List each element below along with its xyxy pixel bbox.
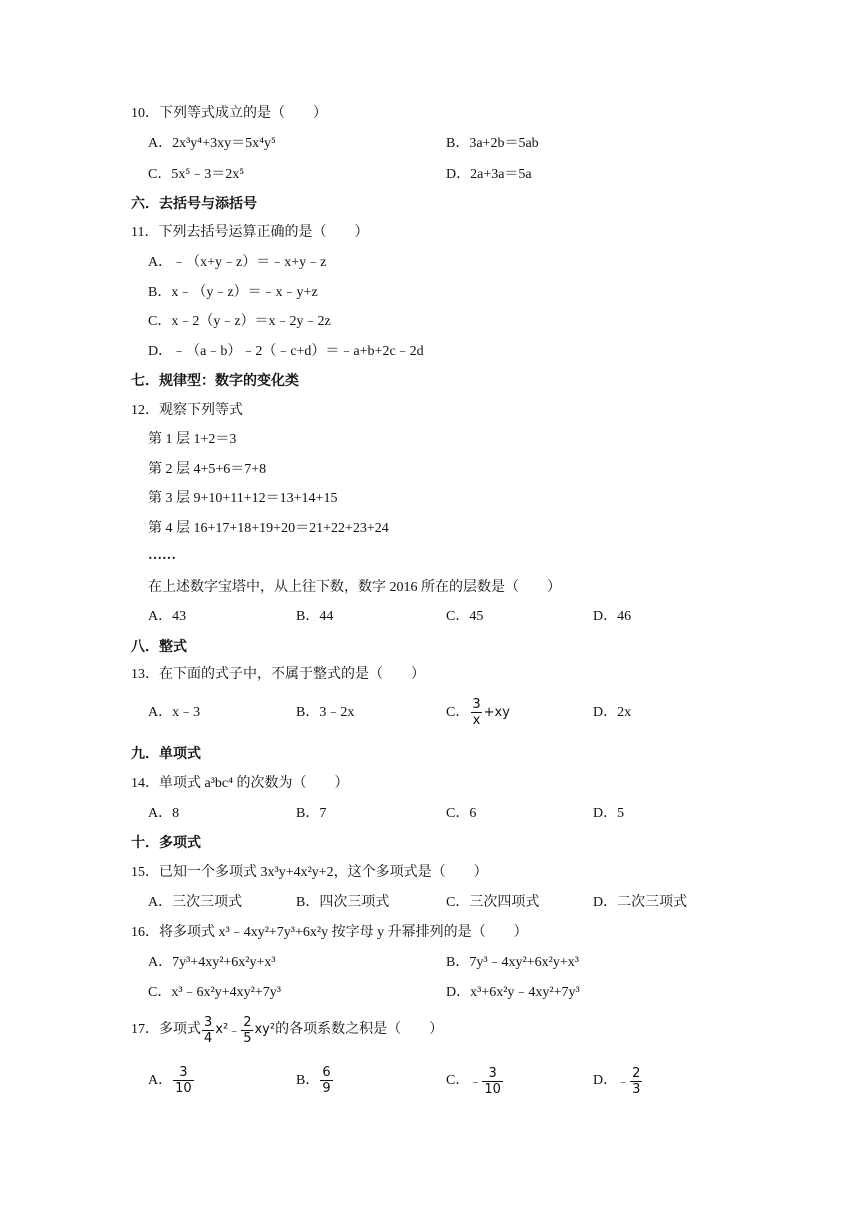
q17-stem <box>131 1013 443 1047</box>
q12-layer-1: 第 1 层 1+2＝3 <box>148 432 237 447</box>
q13-option-c <box>446 697 510 729</box>
q12-ellipsis: …… <box>148 548 176 563</box>
q17-fraction-2-denominator: 5 <box>243 1030 252 1046</box>
q16-option-d: D．x³+6x²y﹣4xy²+7y³ <box>446 985 580 1000</box>
q13-option-c-rest: +xy <box>483 705 510 720</box>
q12-question: 在上述数字宝塔中，从上往下数，数字 2016 所在的层数是（ ） <box>148 580 561 595</box>
q12-option-d: D．46 <box>593 609 632 624</box>
q13-option-a: A．x﹣3 <box>148 705 201 720</box>
q10-option-c: C．5x⁵﹣3＝2x⁵ <box>148 167 245 182</box>
q13-option-c-denominator: x <box>472 713 481 729</box>
q17-prefix: 17．多项式 <box>131 1022 201 1038</box>
q17-option-b-label: B． <box>296 1073 320 1088</box>
q12-layer-3: 第 3 层 9+10+11+12＝13+14+15 <box>148 491 338 506</box>
q17-fraction-2-numerator: 2 <box>243 1014 252 1030</box>
q17-fraction-2 <box>241 1015 253 1046</box>
q17-option-c-sign: ﹣ <box>469 1074 482 1088</box>
q14-option-b: B．7 <box>296 806 327 821</box>
q17-option-b <box>296 1064 334 1098</box>
q17-option-d-denominator: 3 <box>632 1081 641 1097</box>
q14-stem: 14．单项式 a³bc⁴ 的次数为（ ） <box>131 776 349 791</box>
q17-option-d-sign: ﹣ <box>617 1074 630 1088</box>
q17-suffix: 的各项系数之积是（ ） <box>275 1022 444 1038</box>
q15-option-c: C．三次四项式 <box>446 895 540 910</box>
q13-option-d: D．2x <box>593 705 632 720</box>
q10-option-a: A．2x³y⁴+3xy＝5x⁴y⁵ <box>148 136 276 151</box>
q13-option-c-label: C． <box>446 705 470 720</box>
q17-option-d-numerator: 2 <box>632 1065 641 1081</box>
q10-option-b: B．3a+2b＝5ab <box>446 136 539 151</box>
q11-option-c: C．x﹣2（y﹣z）＝x﹣2y﹣2z <box>148 314 331 329</box>
q11-option-d: D．﹣（a﹣b）﹣2（﹣c+d）＝﹣a+b+2c﹣2d <box>148 344 424 359</box>
q17-term-1-variable: x² <box>215 1022 229 1038</box>
q14-option-c: C．6 <box>446 806 477 821</box>
q13-option-b: B．3﹣2x <box>296 705 355 720</box>
q11-option-b: B．x﹣（y﹣z）＝﹣x﹣y+z <box>148 285 318 300</box>
q17-option-a-label: A． <box>148 1073 173 1088</box>
q16-option-b: B．7y³﹣4xy²+6x²y+x³ <box>446 955 579 970</box>
q13-option-c-numerator: 3 <box>472 697 481 713</box>
section-heading-8: 八．整式 <box>131 639 187 655</box>
q12-option-b: B．44 <box>296 609 334 624</box>
q15-option-d: D．二次三项式 <box>593 895 688 910</box>
q17-option-d-fraction <box>630 1066 642 1097</box>
q17-option-a <box>148 1064 195 1098</box>
q13-option-c-fraction <box>470 697 482 728</box>
q17-option-a-numerator: 3 <box>179 1065 188 1081</box>
q12-stem: 12．观察下列等式 <box>131 403 243 418</box>
q16-option-c: C．x³﹣6x²y+4xy²+7y³ <box>148 985 281 1000</box>
q15-option-b: B．四次三项式 <box>296 895 390 910</box>
q17-option-c-numerator: 3 <box>488 1065 497 1081</box>
q17-minus-sign: ﹣ <box>228 1023 241 1037</box>
section-heading-6: 六．去括号与添括号 <box>131 196 257 212</box>
q17-option-d-label: D． <box>593 1073 618 1089</box>
q12-layer-2: 第 2 层 4+5+6＝7+8 <box>148 462 267 477</box>
section-heading-9: 九．单项式 <box>131 746 201 762</box>
q17-option-b-numerator: 6 <box>322 1065 331 1081</box>
q17-option-b-fraction <box>320 1065 332 1096</box>
q17-fraction-1-numerator: 3 <box>204 1014 213 1030</box>
q12-layer-4: 第 4 层 16+17+18+19+20＝21+22+23+24 <box>148 521 389 536</box>
q10-option-d: D．2a+3a＝5a <box>446 167 532 182</box>
q17-term-2-variable: xy² <box>254 1022 276 1038</box>
q17-option-c-label: C． <box>446 1073 470 1089</box>
q12-option-a: A．43 <box>148 609 187 624</box>
q11-stem: 11．下列去括号运算正确的是（ ） <box>131 225 369 240</box>
q17-option-c-denominator: 10 <box>484 1081 501 1097</box>
q17-option-a-fraction <box>173 1065 194 1096</box>
q17-option-b-denominator: 9 <box>322 1081 331 1097</box>
q13-stem: 13．在下面的式子中，不属于整式的是（ ） <box>131 667 425 682</box>
q16-option-a: A．7y³+4xy²+6x²y+x³ <box>148 955 276 970</box>
q10-stem: 10．下列等式成立的是（ ） <box>131 106 327 121</box>
q17-fraction-1-denominator: 4 <box>204 1030 213 1046</box>
q17-option-d <box>593 1064 643 1098</box>
q17-option-a-denominator: 10 <box>175 1081 192 1097</box>
q14-option-d: D．5 <box>593 806 625 821</box>
q15-option-a: A．三次三项式 <box>148 895 243 910</box>
q17-option-c-fraction <box>482 1066 503 1097</box>
q17-fraction-1 <box>202 1015 214 1046</box>
section-heading-7: 七．规律型：数字的变化类 <box>131 373 299 389</box>
q17-option-c <box>446 1064 504 1098</box>
q14-option-a: A．8 <box>148 806 180 821</box>
q15-stem: 15．已知一个多项式 3x³y+4x²y+2，这个多项式是（ ） <box>131 865 488 880</box>
q16-stem: 16．将多项式 x³﹣4xy²+7y³+6x²y 按字母 y 升幂排列的是（ ） <box>131 925 528 940</box>
q11-option-a: A．﹣（x+y﹣z）＝﹣x+y﹣z <box>148 255 327 270</box>
section-heading-10: 十．多项式 <box>131 835 201 851</box>
q12-option-c: C．45 <box>446 609 484 624</box>
